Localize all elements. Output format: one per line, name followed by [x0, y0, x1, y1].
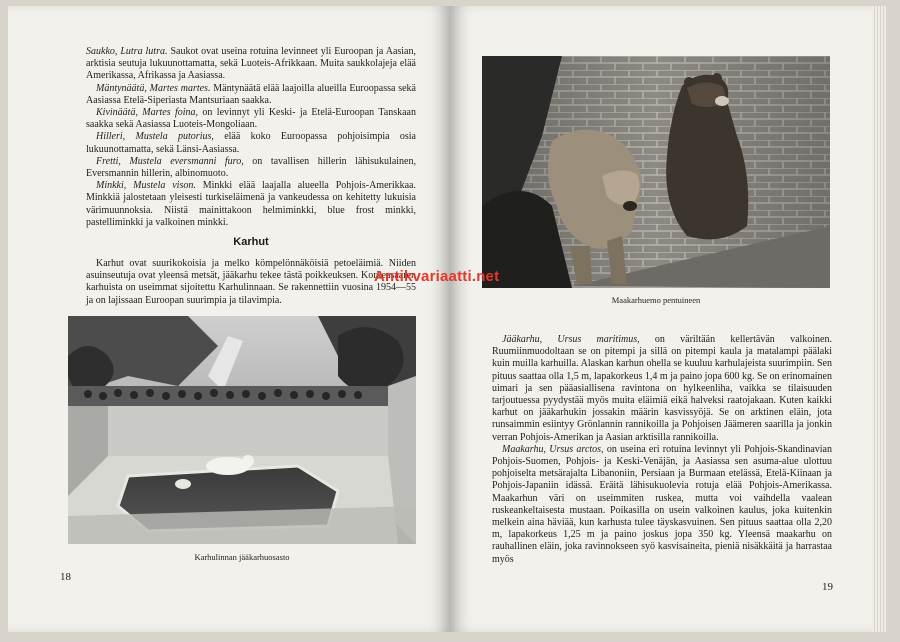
- photo-caption: Maakarhuemo pentuineen: [611, 295, 701, 305]
- section-paragraph: [86, 258, 416, 307]
- entry-name: Fretti, Mustela eversmanni furo,: [96, 155, 244, 167]
- entry-name: Maakarhu, Ursus arctos,: [502, 443, 604, 455]
- entry-name: Minkki, Mustela vison.: [96, 180, 196, 192]
- entry-minkki: [86, 180, 416, 229]
- entry-text: on tavallisen hillerin lähisukulainen, Eversmannin hillerin, albinomuoto.: [86, 155, 416, 180]
- left-page: [8, 6, 450, 632]
- entry-text: on useina eri rotuina levinnyt yli Pohjois-Skandinavian Pohjois-Suomen, Pohjois- ja Keski-Venäjän, ja Aasiassa sen asuma-alue ulottuu pohjoiselta metsärajalta Libanoniin, Persiaan ja Burmaan etelässä, Etelä-Kiinaan ja Pohjois-Japaniin idässä. Eräitä lähisukuolevia rotuja elää Pohjois-Amerikassa. Maakarhun väri on useimmiten ruskea, mutta voi vaihdella vaalean ruskeankeltaisesta mustaan. Poikasilla on usein valkoinen kaulus, joka kuitenkin melkein aina häviää, kun karhusta tulee täyskasvuinen. Sen pituus saattaa olla 2,20 m, lapakorkeus 1,25 m ja paino joskus jopa 350 kg. Yleensä maakarhu on rauhallinen eläin, joka ravinnokseen syö kasvisaineita, pieniä nisäkkäitä ja harrastaa myös: [492, 443, 832, 565]
- entry-text: on levinnyt yli Keski- ja Etelä-Euroopan Tanskaan saakka sekä Aasiassa Luoteis-Mongoliaan.: [86, 107, 416, 131]
- entry-hilleri: [86, 131, 416, 155]
- entry-name: Mäntynäätä, Martes martes.: [96, 82, 211, 94]
- entry-saukko: [86, 46, 416, 83]
- entry-name: Hilleri, Mustela putorius,: [96, 131, 214, 143]
- entry-name: Jääkarhu, Ursus maritimus,: [502, 334, 640, 345]
- entry-text: on väriltään kellertävän valkoinen. Ruumiinmuodoltaan se on pitempi ja sillä on pitempi kaula ja matalampi päälaki kuin muilla karhuilla. Alaskan karhun ohella se kuuluu karhulajeista suurimpiin. Sen pituus saattaa olla 1,5 m, lapakorkeus 1,4 m ja paino jopa 600 kg. Se on erinomainen uimari ja sen pääasiallisena ravintona on hylkeenliha, vaikka se tilaisuuden tarjoutuessa pyydystää myös muita eläimiä eikä halveksi raatojakaan. Kuten kaikki karhut on jääkarhukin jossakin määrin kasvissyöjä. Se on arktinen eläin, jota runsaimmin esiintyy Grönlannin rannikoilla ja Pohjoisen Jäämeren saarilla ja jonkin verran Pohjois-Amerikan ja Aasian arktisilla rannikoilla.: [492, 334, 832, 443]
- species-entries: [86, 46, 416, 229]
- entry-text: Minkki elää laajalla alueella Pohjois-Amerikkaa. Minkkiä jalostetaan yleisesti turkiseläimenä ja vankeudessa on kehitetty lukuisia värimuunnoksia. Niistä mainittakoon helmiminkki, blue frost minkki, pastelliminkki ja valkoinen minkki.: [86, 180, 416, 228]
- section-heading: Karhut: [233, 236, 269, 248]
- entry-maakarhu: [492, 444, 832, 566]
- entry-jaakarhu: [492, 334, 832, 444]
- page-number: 18: [60, 571, 71, 583]
- entry-kivinaata: [86, 107, 416, 131]
- page-edges: [872, 6, 886, 632]
- watermark: Antikvariaatti.net: [374, 268, 500, 285]
- photo-caption: Karhulinnan jääkarhuosasto: [194, 552, 290, 562]
- polar-bear-enclosure-photo: [68, 316, 416, 544]
- book-spread: [8, 6, 886, 632]
- entry-text: Saukot ovat useina rotuina levinneet yli Euroopan ja Aasian, arktisia seutuja lukuunottamatta, sekä Luoteis-Afrikkaan. Muita saukkolajeja elää Amerikassa, Afrikassa ja Aasiassa.: [86, 46, 416, 82]
- page-number: 19: [822, 581, 833, 593]
- brown-bear-mother-photo: [482, 56, 830, 288]
- entry-name: Kivinäätä, Martes foina,: [96, 107, 199, 119]
- entry-text: elää koko Euroopassa pohjoisimpia osia lukuunottamatta, sekä Länsi-Aasiassa.: [86, 131, 416, 155]
- bear-entries: [492, 334, 832, 566]
- entry-name: Saukko, Lutra lutra.: [86, 46, 168, 57]
- right-page: [450, 6, 886, 632]
- entry-fretti: [86, 156, 416, 180]
- section-text: Karhut ovat suurikokoisia ja melko kömpelönnäköisiä petoeläimiä. Niiden asuinseutuja ovat yleensä metsät, jääkarhu tekee tästä poikkeuksen. Korkeasaaren karhuista on useimmat sijoitettu Karhulinnaan. Se rakennettiin vuosina 1954—55 ja on lajissaan Euroopan suurimpia ja tilavimpia.: [86, 258, 416, 306]
- entry-text: Mäntynäätä elää laajoilla alueilla Euroopassa sekä Aasiassa Etelä-Siperiasta Mantsuriaan saakka.: [86, 82, 416, 106]
- entry-mantynaata: [86, 83, 416, 107]
